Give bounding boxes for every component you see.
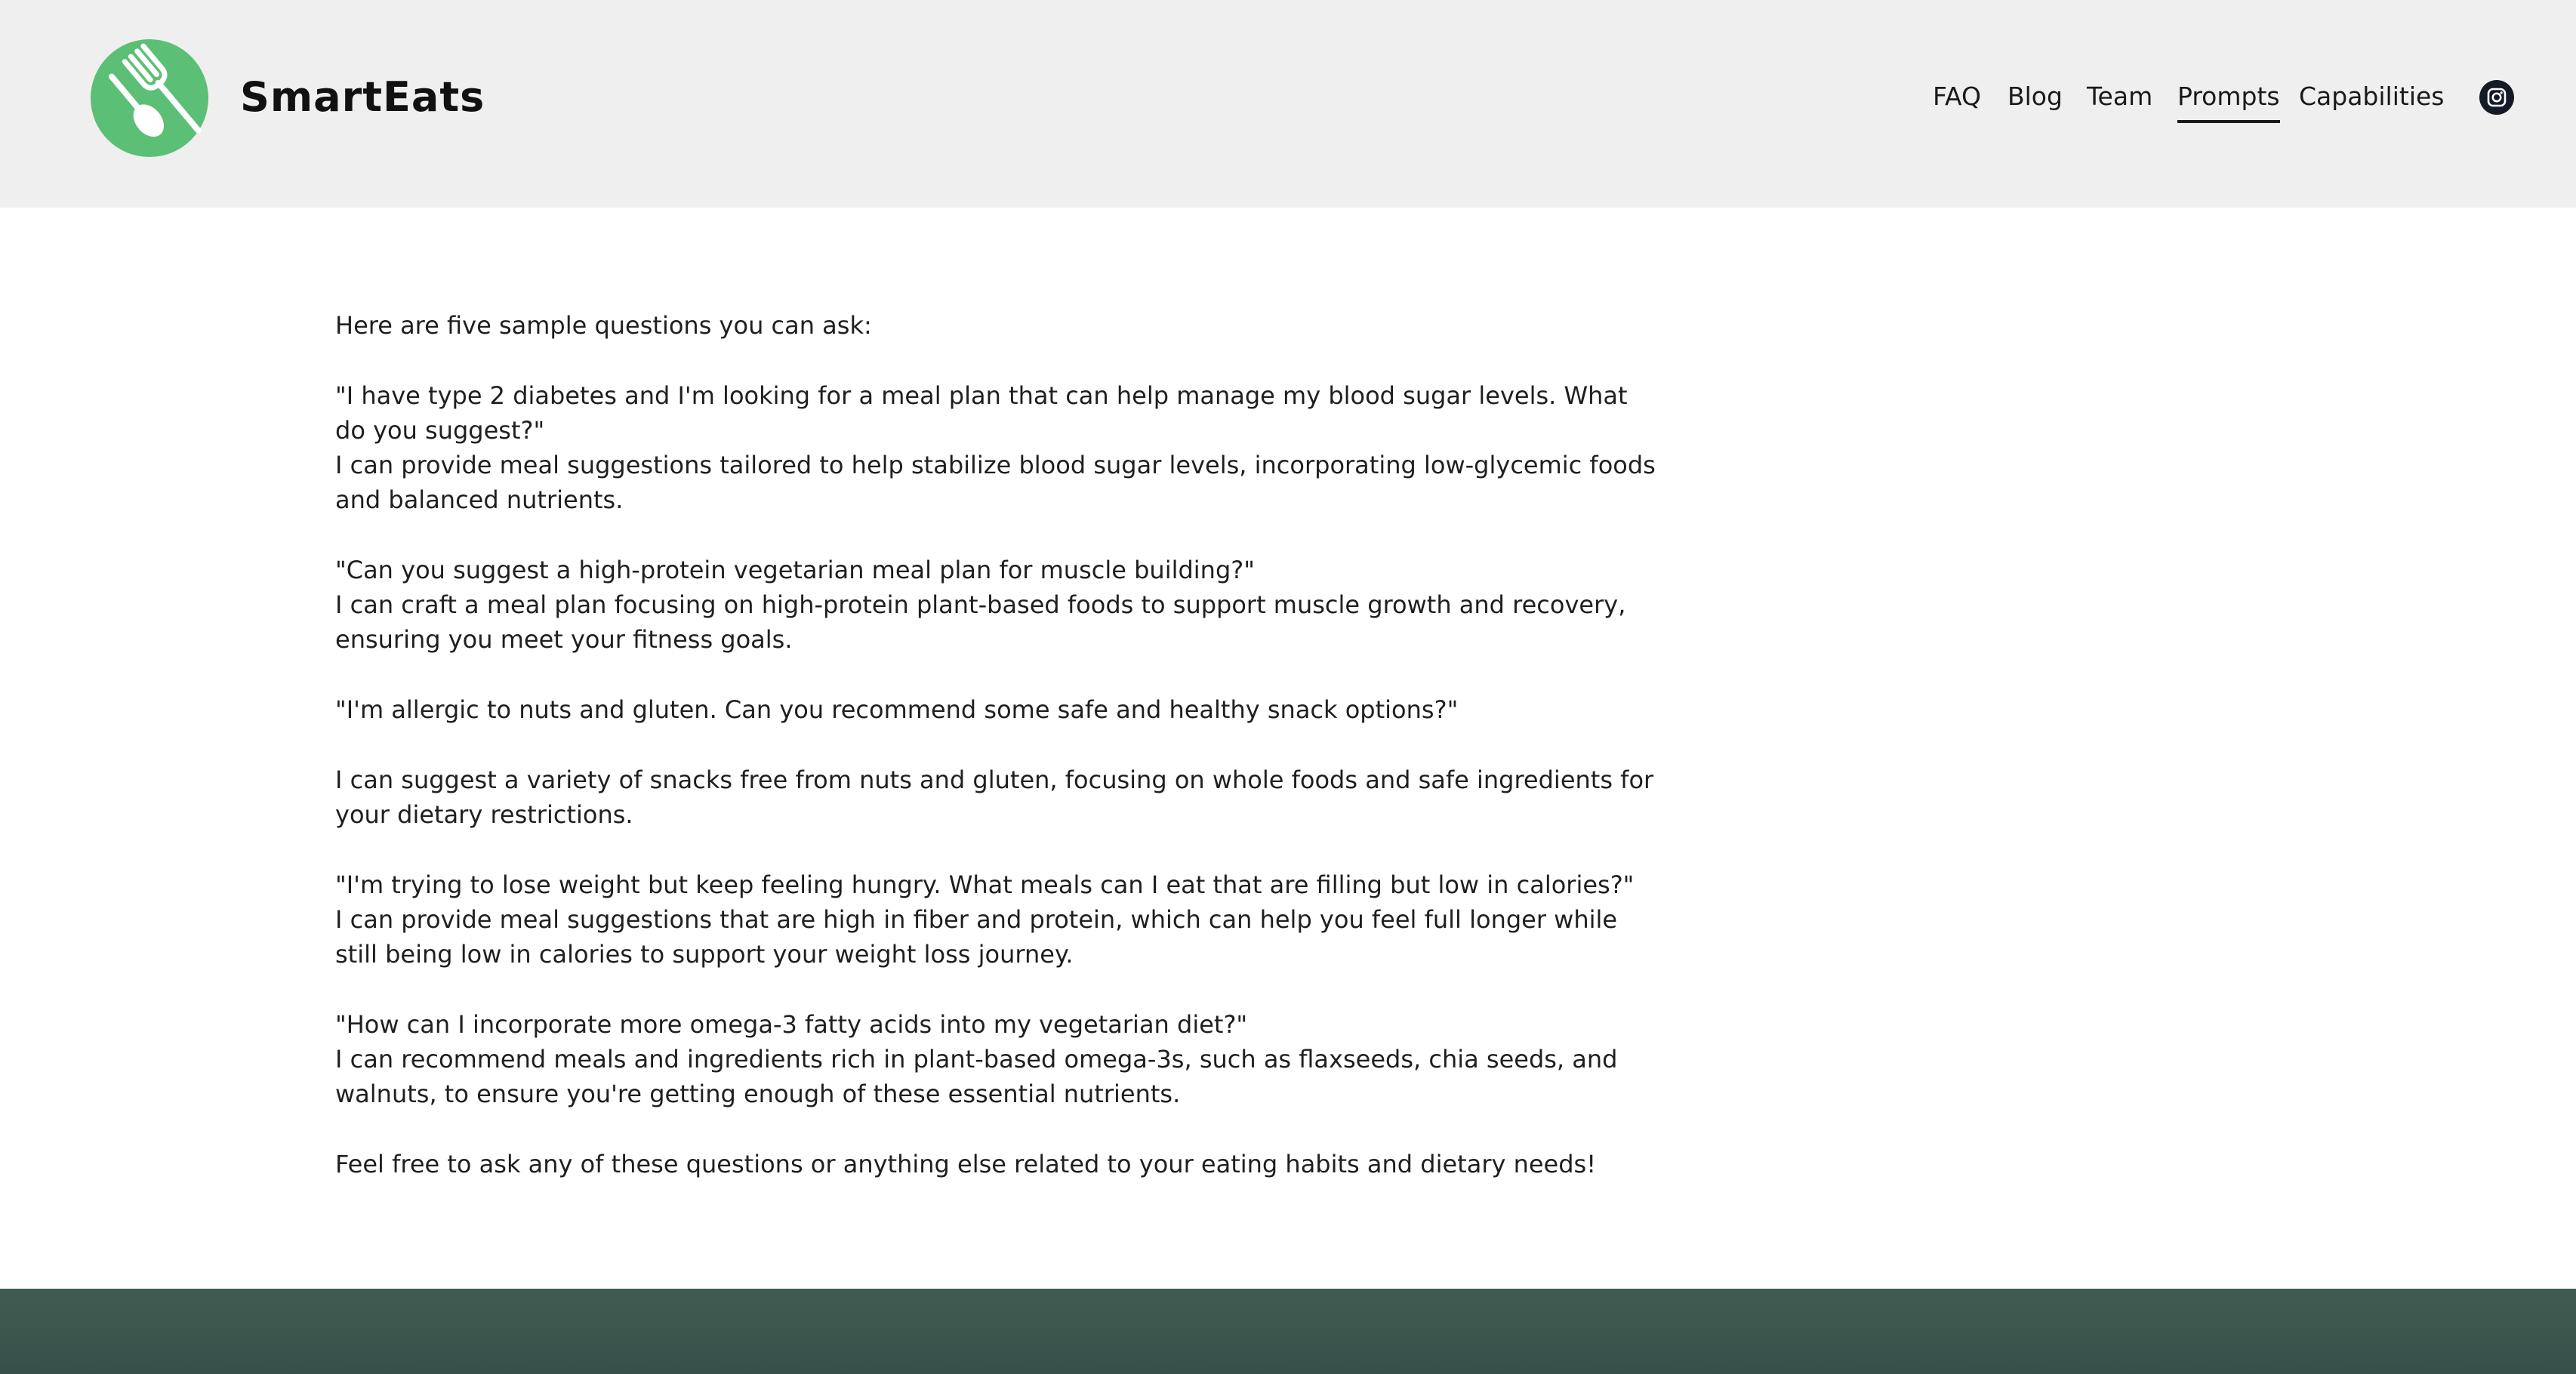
answer-4: I can provide meal suggestions that are high in fiber and protein, which can help you feel full longer while still being low in calories to support your weight loss journey.	[335, 905, 1618, 969]
answer-5: I can recommend meals and ingredients rich in plant-based omega-3s, such as flaxseeds, chia seeds, and walnuts, to ensure you're getting enough of these essential nutrients.	[335, 1045, 1618, 1108]
question-4: "I'm trying to lose weight but keep feeling hungry. What meals can I eat that are filling but low in calories?"	[335, 870, 1635, 899]
intro-text: Here are five sample questions you can ask:	[335, 311, 872, 340]
prompts-content	[335, 308, 1664, 1181]
question-5: "How can I incorporate more omega-3 fatty acids into my vegetarian diet?"	[335, 1010, 1248, 1039]
answer-3: I can suggest a variety of snacks free from nuts and gluten, focusing on whole foods and safe ingredients for your dietary restrictions.	[335, 766, 1654, 829]
nav-faq[interactable]: FAQ	[1933, 82, 1981, 111]
site-header	[0, 0, 2576, 208]
nav-blog[interactable]: Blog	[2007, 82, 2063, 111]
site-footer	[0, 1289, 2576, 1374]
question-3: "I'm allergic to nuts and gluten. Can you recommend some safe and healthy snack options?"	[335, 695, 1459, 724]
question-1: "I have type 2 diabetes and I'm looking for a meal plan that can help manage my blood sugar levels. What do you suggest?"	[335, 381, 1628, 445]
answer-1: I can provide meal suggestions tailored to help stabilize blood sugar levels, incorporating low-glycemic foods and balanced nutrients.	[335, 451, 1656, 514]
nav-prompts[interactable]: Prompts	[2177, 79, 2280, 115]
spoon-fork-icon[interactable]	[91, 39, 208, 157]
answer-2: I can craft a meal plan focusing on high-protein plant-based foods to support muscle growth and recovery, ensuring you meet your fitness goals.	[335, 590, 1626, 654]
question-2: "Can you suggest a high-protein vegetarian meal plan for muscle building?"	[335, 556, 1255, 584]
brand-name[interactable]: SmartEats	[240, 73, 485, 121]
nav-team[interactable]: Team	[2087, 82, 2153, 111]
nav-capabilities[interactable]: Capabilities	[2299, 82, 2445, 111]
closing-text: Feel free to ask any of these questions or anything else related to your eating habits and dietary needs!	[335, 1150, 1597, 1178]
instagram-icon[interactable]	[2479, 80, 2514, 115]
